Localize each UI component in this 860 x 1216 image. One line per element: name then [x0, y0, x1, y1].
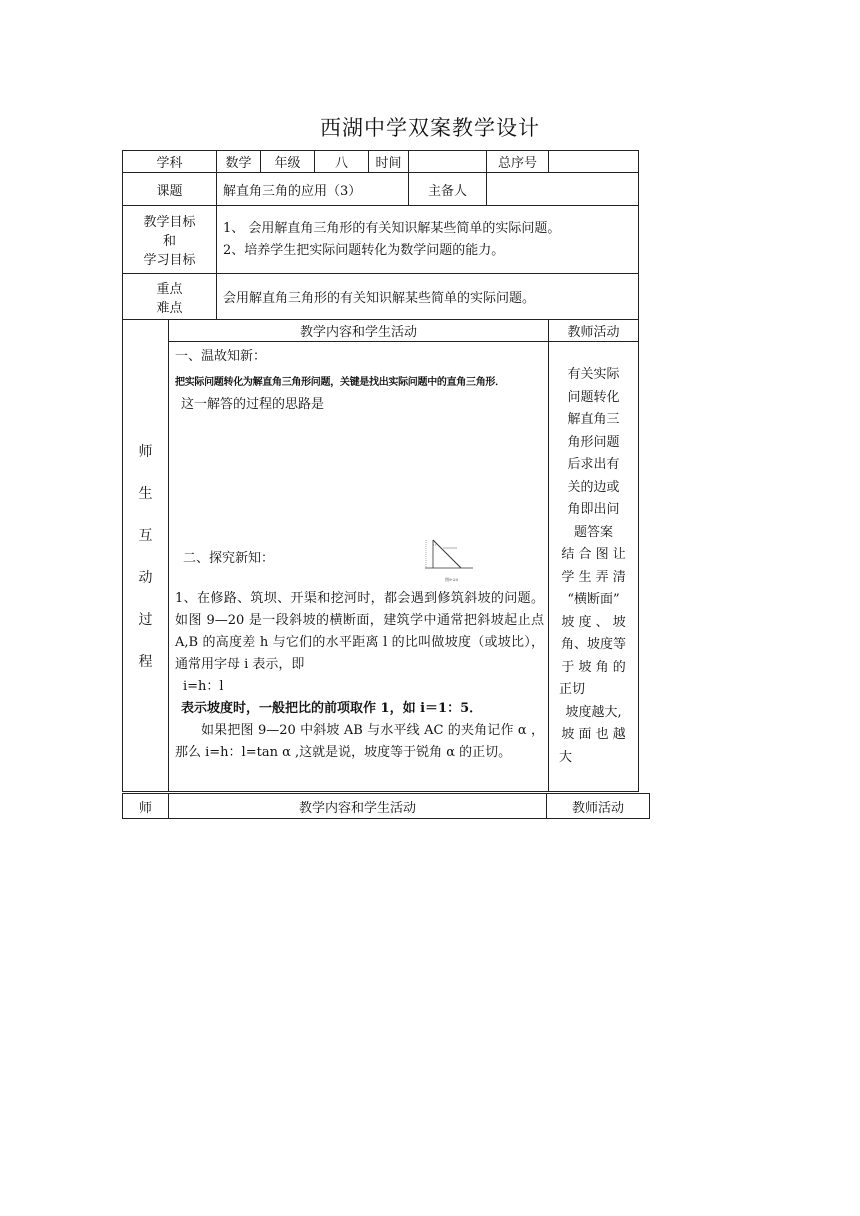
topic-label: 课题: [123, 173, 217, 206]
process-side-label: 师 生 互 动 过 程: [123, 320, 169, 792]
key-label: 重点 难点: [123, 274, 217, 320]
teacher-header: 教师活动: [549, 320, 639, 342]
goal-item: 2、培养学生把实际问题转化为数学问题的能力。: [223, 242, 505, 258]
figure-caption: 图9-20: [445, 577, 458, 582]
subject-label: 学科: [123, 151, 217, 173]
explore-paragraph-1: 1、在修路、筑坝、开渠和挖河时，都会遇到修筑斜坡的问题。如图 9—20 是一段斜坡的横断面，建筑学中通常把斜坡起止点 A,B 的高度差 h 与它们的水平距离 l 的比叫做坡度（或坡比），通常用字母 i 表示，即: [175, 591, 545, 672]
continuation-header-table: [122, 793, 650, 819]
serial-label: 总序号: [487, 151, 549, 173]
explore-heading: 二、探究新知：: [183, 551, 275, 566]
footer-content-header: 教学内容和学生活动: [169, 794, 547, 819]
review-heading: 一、温故知新：: [175, 349, 267, 364]
teacher-notes: 有关实际 问题转化 解直角三 角形问题 后求出有 关的边或 角即出问 题答案 结 合 图 让 学 生 弄 清 “横断面” 坡 度 、 坡 角、坡度等 于 坡 角 的 正切 坡度越大, 坡 面 也 越 大: [549, 342, 639, 792]
explore-bold: 表示坡度时，一般把比的前项取作 1，如 i＝1：5．: [181, 701, 483, 716]
content-header: 教学内容和学生活动: [169, 320, 549, 342]
time-label: 时间: [369, 151, 409, 173]
subject-value: 数学: [217, 151, 261, 173]
page-title: 西湖中学双案教学设计: [320, 116, 540, 140]
slope-diagram: [423, 534, 479, 584]
lesson-plan-table: [122, 150, 639, 792]
goals-list: [217, 206, 639, 274]
grade-label: 年级: [261, 151, 315, 173]
explore-paragraph-2: 如果把图 9—20 中斜坡 AB 与水平线 AC 的夹角记作 α ，那么 i=h：l=tan α ,这就是说，坡度等于锐角 α 的正切。: [175, 723, 545, 760]
key-text: 会用解直角三角形的有关知识解某些简单的实际问题。: [217, 274, 639, 320]
goal-item: 1、 会用解直角三角形的有关知识解某些简单的实际问题。: [223, 220, 561, 236]
serial-value: [549, 151, 639, 173]
goals-label: 教学目标 和 学习目标: [123, 206, 217, 274]
footer-teacher-header: 教师活动: [547, 794, 650, 819]
content-cell: [169, 342, 549, 792]
footer-side-label: 师: [123, 794, 169, 819]
explore-formula: i=h：l: [183, 679, 224, 694]
review-text: 这一解答的过程的思路是: [181, 397, 325, 412]
preparer-value: [487, 173, 639, 206]
grade-value: 八: [315, 151, 369, 173]
preparer-label: 主备人: [409, 173, 487, 206]
slope-figure: [175, 528, 544, 586]
time-value: [409, 151, 487, 173]
topic-value: 解直角三角的应用（3）: [217, 173, 409, 206]
review-bold: 把实际问题转化为解直角三角形问题，关键是找出实际问题中的直角三角形．: [175, 377, 505, 388]
